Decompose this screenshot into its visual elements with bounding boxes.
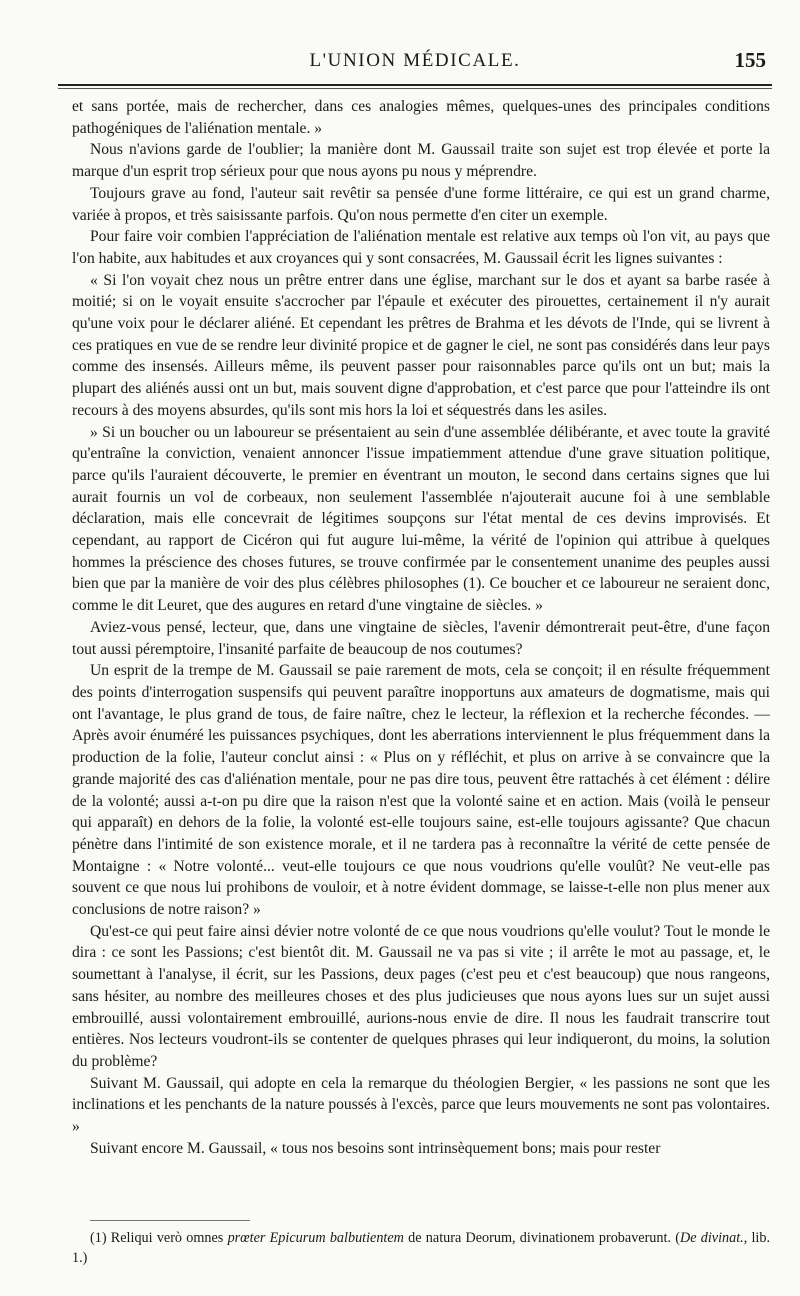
running-header xyxy=(58,44,772,80)
footnote-marker: (1) xyxy=(90,1230,107,1246)
paragraph: et sans portée, mais de rechercher, dans ces analogies mêmes, quelques-unes des principales conditions pathogéniques de l'aliénation mentale. » xyxy=(72,98,770,137)
footnote-rule xyxy=(90,1220,250,1221)
footnote-text: , lib. 1.) xyxy=(72,1230,771,1266)
paragraph: Aviez-vous pensé, lecteur, que, dans une vingtaine de siècles, l'avenir démontrerait peut-être, d'une façon tout aussi péremptoire, l'insanité parfaite de beaucoup de nos coutumes? xyxy=(72,618,770,658)
footnote-text: de natura Deorum, divinationem probaverunt. ( xyxy=(408,1230,680,1246)
quoted-paragraph: « Si l'on voyait chez nous un prêtre entrer dans une église, marchant sur le dos et ayant sa barbe rasée à moitié; si on le voyait ensuite s'accrocher par l'épaule et exécuter des pirouettes, certainement il n'y aurait qu'une voix pour le déclarer aliéné. Et cependant les prêtres de Brahma et les dévots de l'Inde, qui se livrent à ces pratiques en vue de se rendre leur divinité propice et de gagner le ciel, ne sont pas considérés dans leur pays comme des insensés. Ailleurs même, ils peuvent passer pour raisonnables parce qu'ils ont un but; mais la plupart des aliénés aussi ont un but, mais souvent digne d'approbation, et c'est parce que pour l'atteindre ils ont recours à des moyens absurdes, qu'ils sont mis hors la loi et séquestrés dans les asiles. xyxy=(72,271,770,419)
paragraph: Pour faire voir combien l'appréciation de l'aliénation mentale est relative aux temps où l'on vit, au pays que l'on habite, aux habitudes et aux croyances qui y sont consacrées, M. Gaussail écrit les lignes suivantes : xyxy=(72,228,770,267)
footnote xyxy=(72,1228,770,1268)
body-text xyxy=(72,96,770,1159)
paragraph: Toujours grave au fond, l'auteur sait revêtir sa pensée d'une forme littéraire, ce qui est un grand charme, variée à propos, et très saisissante parfois. Qu'on nous permette d'en citer un exemple. xyxy=(72,184,770,224)
paragraph: Un esprit de la trempe de M. Gaussail se paie rarement de mots, cela se conçoit; il en résulte fréquemment des points d'interrogation suspensifs qui peuvent paraître inopportuns aux amateurs de dogmatisme, mais qui ont l'avantage, le plus grand de tous, de faire naître, chez le lecteur, la réflexion et la recherche fécondes. — Après avoir énuméré les puissances psychiques, dont les aberrations interviennent le plus fréquemment dans la production de la folie, l'auteur conclut ainsi : « Plus on y réfléchit, et plus on arrive à se convaincre que la grande majorité des cas d'aliénation mentale, pour ne pas dire tous, peuvent être rattachés à cet élément : délire de la volonté; aussi a-t-on pu dire que la raison n'est que la volonté saine et en action. Mais (voilà le penseur qui apparaît) en dehors de la folie, la volonté est-elle toujours saine, est-elle toujours agissante? Que chacun pénètre dans l'intimité de son existence morale, et il ne tardera pas à reconnaître la vérité de cette pensée de Montaigne : « Notre volonté... veut-elle toujours ce que nous voudrions qu'elle voulût? Ne veut-elle pas souvent ce que nous lui prohibons de vouloir, et à notre évident dommage, se laisse-t-elle non plus mener aux conclusions de notre raison? » xyxy=(72,662,770,919)
paragraph: Suivant M. Gaussail, qui adopte en cela la remarque du théologien Bergier, « les passions ne sont que les inclinations et les penchants de la nature poussés à l'excès, parce que leurs mouvements ne sont pas volontaires. » xyxy=(72,1074,770,1136)
page-number: 155 xyxy=(734,48,766,72)
header-rule-thin xyxy=(58,88,772,89)
header-rule xyxy=(58,84,772,86)
paragraph: Qu'est-ce qui peut faire ainsi dévier notre volonté de ce que nous voudrions qu'elle voulut? Tout le monde le dira : ce sont les Passions; c'est bientôt dit. M. Gaussail ne va pas si vite ; il arrête le mot au passage, et, le soumettant à l'analyse, il écrit, sur les Passions, deux pages (c'est peu et c'est beaucoup) que nous rangeons, sans hésiter, au nombre des meilleures choses et des plus judicieuses que nous ayons lues sur un sujet aussi embrouillé, aussi volontairement embrouillé, aurions-nous envie de dire. Il nous les faudrait transcrire tout entières. Nos lecteurs voudront-ils se contenter de quelques phrases qui leur indiqueront, du moins, la solution du problème? xyxy=(72,922,770,1070)
footnote-text: Reliqui verò omnes xyxy=(110,1230,224,1246)
journal-title: L'UNION MÉDICALE. xyxy=(309,50,521,71)
paragraph: Suivant encore M. Gaussail, « tous nos besoins sont intrinsèquement bons; mais pour rester xyxy=(90,1139,661,1157)
quoted-paragraph: » Si un boucher ou un laboureur se présentaient au sein d'une assemblée délibérante, et avec toute la gravité qu'entraîne la conviction, venaient annoncer l'issue impatiemment attendue d'une grave situation politique, parce qu'ils l'auraient découverte, le premier en éventrant un mouton, le second dans certains signes que lui aurait fournis un vol de corbeaux, non seulement l'assemblée n'ajouterait aucune foi à une semblable déclaration, mais elle concevrait de légitimes soupçons sur l'état mental de ces devins improvisés. Et cependant, au rapport de Cicéron qui fut augure lui-même, la vérité de l'opinion qui attribue à quelques hommes la préscience des choses futures, se trouve confirmée par le consentement unanime des peuples aussi bien que par la manière de voir des plus célèbres philosophes (1). Ce boucher et ce laboureur ne seraient donc, comme le dit Leuret, que des augures en retard d'une vingtaine de siècles. » xyxy=(72,423,770,615)
footnote-italic: prœter Epicurum balbutientem xyxy=(227,1230,404,1246)
footnote-citation: De divinat. xyxy=(679,1230,744,1246)
paragraph: Nous n'avions garde de l'oublier; la manière dont M. Gaussail traite son sujet est trop élevée et porte la marque d'un esprit trop sérieux pour que nous ayons pu nous y méprendre. xyxy=(72,141,770,181)
